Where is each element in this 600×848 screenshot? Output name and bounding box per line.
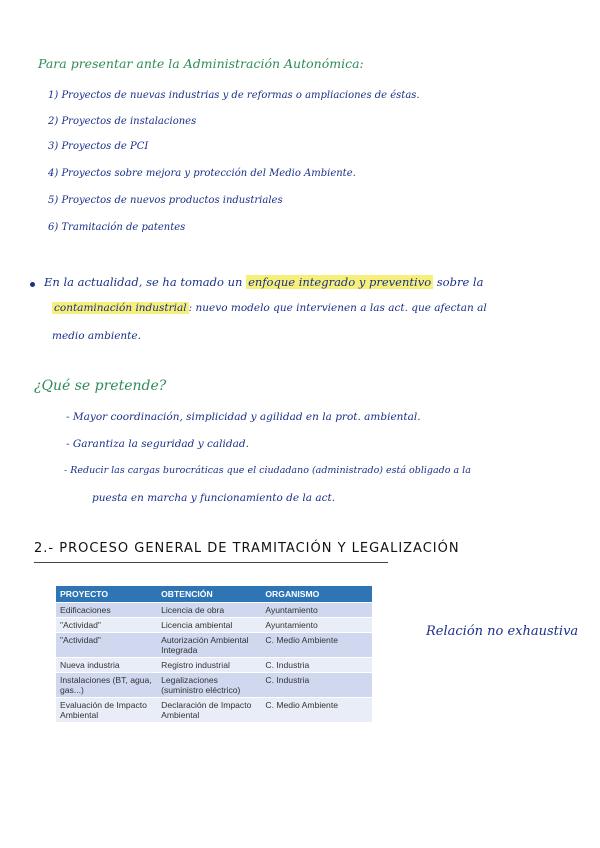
table-row — [56, 603, 372, 618]
table-cell: C. Industria — [261, 658, 372, 673]
paragraph-line-1 — [44, 275, 483, 289]
table-row — [56, 698, 372, 723]
table-cell: Ayuntamiento — [261, 618, 372, 633]
table-cell: Registro industrial — [157, 658, 261, 673]
column-header: OBTENCIÓN — [157, 586, 261, 603]
highlighted-text: enfoque integrado y preventivo — [248, 275, 432, 289]
dash-item-continued: puesta en marcha y funcionamiento de la act. — [92, 492, 336, 504]
table-cell: C. Industria — [261, 673, 372, 698]
table-cell: Ayuntamiento — [261, 603, 372, 618]
highlighted-text: contaminación industrial — [54, 302, 187, 314]
table-cell: Declaración de Impacto Ambiental — [157, 698, 261, 723]
list-item: 1) Proyectos de nuevas industrias y de reformas o ampliaciones de éstas. — [48, 90, 420, 101]
table-cell: Licencia ambiental — [157, 618, 261, 633]
paragraph-text: sobre la — [433, 275, 484, 289]
table-header-row — [56, 586, 372, 603]
table-row — [56, 618, 372, 633]
paragraph-text: : nuevo modelo que intervienen a las act. que afectan al — [188, 302, 487, 314]
dash-item: - Garantiza la seguridad y calidad. — [66, 438, 249, 450]
list-item: 3) Proyectos de PCI — [48, 141, 149, 152]
table-row — [56, 673, 372, 698]
paragraph-text: En la actualidad, se ha tomado un — [44, 275, 247, 289]
table-cell: C. Medio Ambiente — [261, 633, 372, 658]
list-item: 6) Tramitación de patentes — [48, 222, 186, 233]
table-cell: Evaluación de Impacto Ambiental — [56, 698, 157, 723]
table-cell: Edificaciones — [56, 603, 157, 618]
list-item: 5) Proyectos de nuevos productos industriales — [48, 195, 283, 206]
bullet-icon — [30, 282, 35, 287]
question-heading: ¿Qué se pretende? — [34, 378, 167, 394]
paragraph-line-3: medio ambiente. — [52, 330, 141, 342]
dash-item: - Reducir las cargas burocráticas que el ciudadano (administrado) está obligado a la — [64, 465, 471, 476]
column-header: PROYECTO — [56, 586, 157, 603]
table-row — [56, 658, 372, 673]
table-row — [56, 633, 372, 658]
list-item: 2) Proyectos de instalaciones — [48, 116, 197, 127]
table-cell: Licencia de obra — [157, 603, 261, 618]
side-note: Relación no exhaustiva — [426, 624, 579, 639]
section-divider — [34, 562, 388, 563]
section-title: 2.- PROCESO GENERAL DE TRAMITACIÓN Y LEGALIZACIÓN — [34, 541, 460, 556]
table-cell: C. Medio Ambiente — [261, 698, 372, 723]
column-header: ORGANISMO — [261, 586, 372, 603]
table-cell: Nueva industria — [56, 658, 157, 673]
table-cell: Legalizaciones (suministro eléctrico) — [157, 673, 261, 698]
procedure-table — [56, 586, 372, 722]
intro-text: Para presentar ante la Administración Autonómica: — [38, 56, 364, 71]
table-cell: Instalaciones (BT, agua, gas...) — [56, 673, 157, 698]
paragraph-line-2 — [52, 302, 487, 314]
table-cell: "Actividad" — [56, 618, 157, 633]
list-item: 4) Proyectos sobre mejora y protección del Medio Ambiente. — [48, 168, 356, 179]
dash-item: - Mayor coordinación, simplicidad y agilidad en la prot. ambiental. — [66, 411, 421, 423]
table-cell: Autorización Ambiental Integrada — [157, 633, 261, 658]
table-cell: "Actividad" — [56, 633, 157, 658]
